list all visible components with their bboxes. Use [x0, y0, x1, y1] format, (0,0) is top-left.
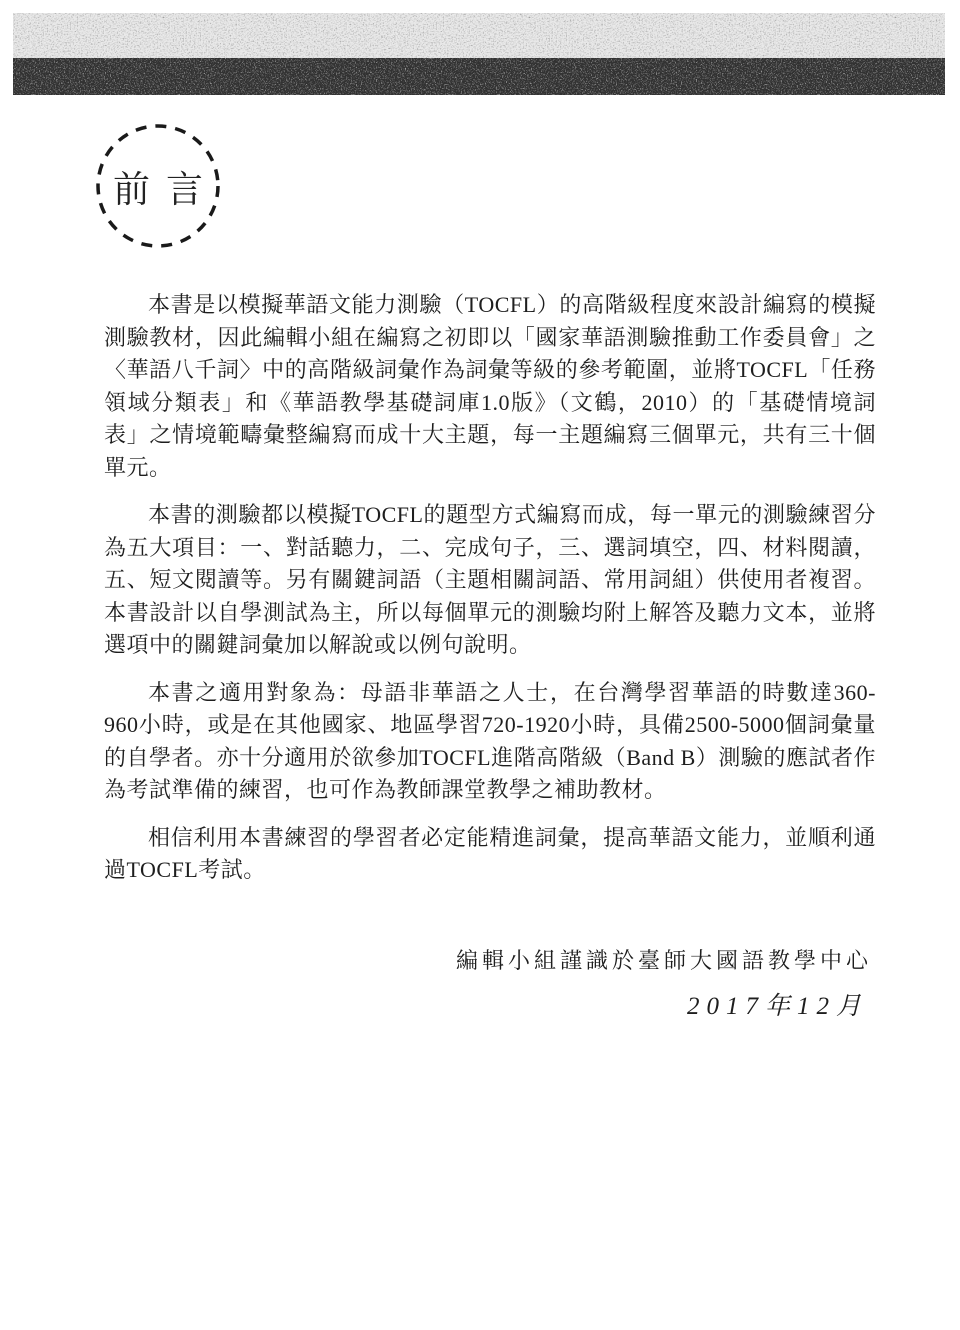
- paragraph-2: 本書的測驗都以模擬TOCFL的題型方式編寫而成，每一單元的測驗練習分為五大項目：一、對話聽力，二、完成句子，三、選詞填空，四、材料閱讀，五、短文閱讀等。另有關鍵詞語（主題相關詞語、常用詞組）供使用者複習。本書設計以自學測試為主，所以每個單元的測驗均附上解答及聽力文本，並將選項中的關鍵詞彙加以解說或以例句說明。: [104, 502, 876, 657]
- scan-texture-band: [13, 13, 945, 95]
- preface-body: [104, 289, 876, 902]
- paragraph-4: 相信利用本書練習的學習者必定能精進詞彙，提高華語文能力，並順利通過TOCFL考試。: [104, 824, 876, 882]
- signature-block: [456, 944, 872, 1022]
- signature-date: 2017年12月: [686, 993, 868, 1020]
- scan-band-dark: [13, 58, 945, 95]
- preface-title-circle: [94, 122, 222, 250]
- signature-author: 編輯小組謹識於臺師大國語教學中心: [455, 948, 872, 973]
- page-title: 前言: [113, 170, 219, 211]
- paragraph-3: 本書之適用對象為：母語非華語之人士，在台灣學習華語的時數達360-960小時，或是在其他國家、地區學習720-1920小時，具備2500-5000個詞彙量的自學者。亦十分適用於欲參加TOCFL進階高階級（Band B）測驗的應試者作為考試準備的練習，也可作為教師課堂教學之補助教材。: [104, 679, 876, 802]
- paragraph-1: 本書是以模擬華語文能力測驗（TOCFL）的高階級程度來設計編寫的模擬測驗教材，因此編輯小組在編寫之初即以「國家華語測驗推動工作委員會」之〈華語八千詞〉中的高階級詞彙作為詞彙等級的參考範圍，並將TOCFL「任務領域分類表」和《華語教學基礎詞庫1.0版》（文鶴，2010）的「基礎情境詞表」之情境範疇彙整編寫而成十大主題，每一主題編寫三個單元，共有三十個單元。: [104, 292, 876, 480]
- scan-texture-graphic: [13, 13, 945, 95]
- scan-band-light: [13, 13, 945, 58]
